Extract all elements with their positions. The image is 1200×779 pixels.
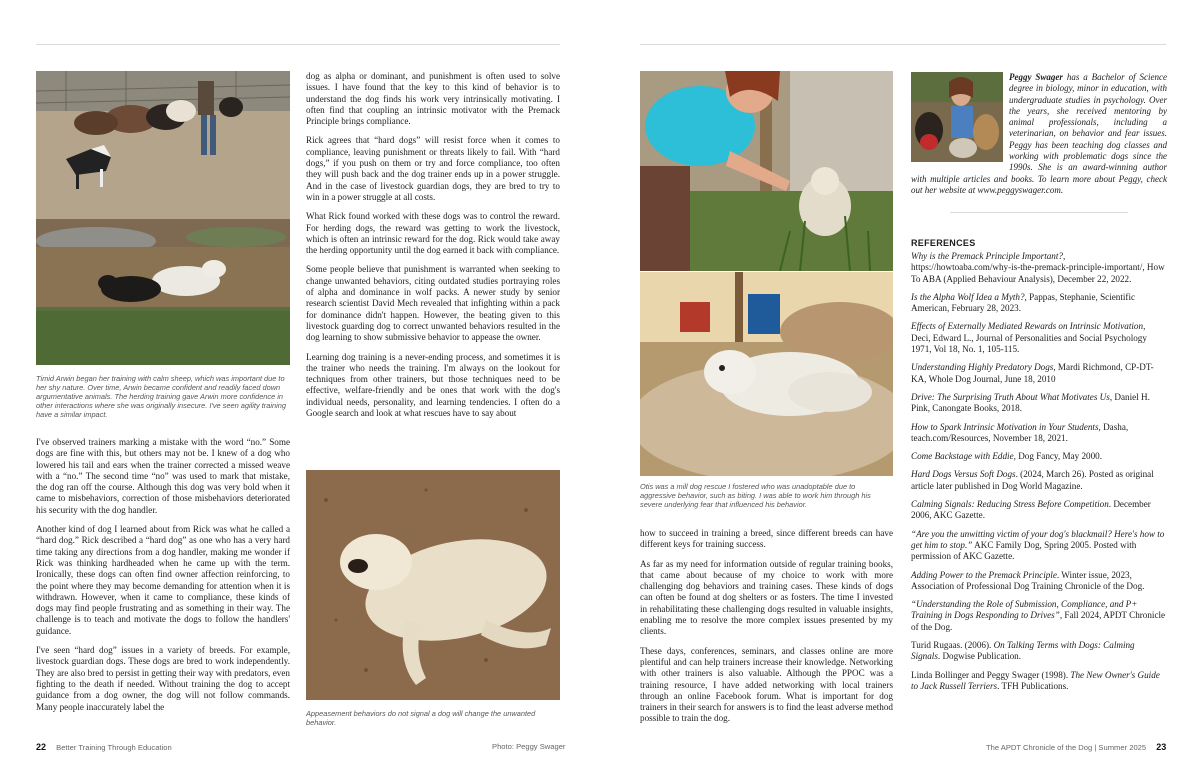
reference-item: Why is the Premack Principle Important?, https://howtoaba.com/why-is-the-premack-principle-important/, How To ABA (Applied Behaviour Analysis), December 22, 2022. xyxy=(911,251,1165,284)
reference-item: Turid Rugaas. (2006). On Talking Terms with Dogs: Calming Signals. Dogwise Publication. xyxy=(911,640,1135,662)
reference-item: Hard Dogs Versus Soft Dogs. (2024, March 26). Posted as original article later published in Dog World Magazine. xyxy=(911,469,1154,491)
page-number-right: 23 xyxy=(1156,742,1167,752)
paragraph: Learning dog training is a never-ending process, and sometimes it is the trainer who needs the training. I'm always on the lookout for techniques from other trainers, but those techniques need to be effective, welfare-friendly and be ones that work with the dog's individual needs, personality, and learning tendencies. I often do a Google search and look at what rescues have to say about xyxy=(306,351,560,419)
folio-right xyxy=(986,742,1166,752)
paragraph: I've seen “hard dog” issues in a variety of breeds. For example, livestock guardian dogs. These dogs are bred to work independently. They are also bred to persist in getting their way with predators, even fighting to the death if needed. Without training the dog to accept guidance from a dog owner, the dog will not follow commands. Many people inaccurately label the xyxy=(36,645,290,712)
folio-title-left: Better Training Through Education xyxy=(56,743,172,752)
author-name: Peggy Swager xyxy=(1009,72,1063,82)
reference-item: Come Backstage with Eddie, Dog Fancy, May 2000. xyxy=(911,451,1103,462)
paragraph: Another kind of dog I learned about from Rick was what he called a “hard dog.” Rick described a “hard dog” as one who has a very hard time taking any directions from a dog handler, making me wonder if Rick was thinking hardheaded when he came up with the term. Ironically, these dogs can often find owner affection reinforcing, to the point where they may become demanding for attention when it is withdrawn. However, when it came to compliance, these kinds of dogs may find people frustrating and as something in their way. The challenge is to teach and motivate the dogs to follow the handlers' guidance. xyxy=(36,524,290,636)
photo-credit: Photo: Peggy Swager xyxy=(492,742,566,751)
paragraph: What Rick found worked with these dogs was to control the reward. For herding dogs, the reward was getting to work the livestock, which is often an intrinsic reward for the dog. Rick would take away the herding opportunity until the dog earned it back with compliance. xyxy=(306,211,560,256)
caption-appeasement: Appeasement behaviors do not signal a dog will change the unwanted behavior. xyxy=(306,709,536,727)
paragraph: As far as my need for information outside of regular training books, that came about because of my choice to work with more challenging dog behaviors and training cases. These kinds of dogs can often be found at dog shelters or as fosters. The time I invested in rehabilitating these challenging dogs resulted in valuable insights, enabling me to resolve the more complex issues presented by my clients. xyxy=(640,558,893,637)
caption-otis: Otis was a mill dog rescue I fostered who was unadoptable due to aggressive behavior, such as biting. I was able to work him through his severe underlying fear that influenced his behavior. xyxy=(640,482,871,509)
top-rule-right xyxy=(640,44,1166,45)
photo-otis-on-couch xyxy=(640,272,893,476)
photo-dogs-running xyxy=(36,219,290,365)
reference-item: Understanding Highly Predatory Dogs, Mardi Richmond, CP-DT-KA, Whole Dog Journal, June 18, 2010 xyxy=(911,362,1154,384)
bio-separator xyxy=(950,212,1128,213)
reference-item: Linda Bollinger and Peggy Swager (1998). The New Owner's Guide to Jack Russell Terriers. TFH Publications. xyxy=(911,669,1160,691)
paragraph: These days, conferences, seminars, and classes online are more plentiful and can help trainers increase their knowledge. Networking with other trainers is also valuable. Although the PPOC was a training resource, I have added networking with local trainers through an online Facebook forum. What is important for dog trainers in their search for answers is to find the least adverse method possible to train the dog. xyxy=(640,645,893,724)
paragraph: dog as alpha or dominant, and punishment is often used to solve issues. I have found that the key to this kind of behavior is to understand the dog finds his work very intrinsically motivating. I often find that coupling an intrinsic motivator with the Premack Principle brings compliance. xyxy=(306,71,560,127)
paragraph: how to succeed in training a breed, since different breeds can have different keys for training success. xyxy=(640,528,893,550)
paragraph: Some people believe that punishment is warranted when seeking to change unwanted behaviors, citing outdated studies portraying roles of alpha and dominance in wolf packs. A newer study by senior research scientist David Mech revealed that infighting within a pack for dominance didn't happen. However, the beating given to this livestock guarding dog to correct unwanted behaviors resulted in the dog learning to show submissive behavior to appease the owner. xyxy=(306,264,560,343)
paragraph: Rick agrees that “hard dogs” will resist force when it comes to compliance, leaving punishment or threats likely to fail. With “hard dogs,” if you push on them or try and force compliance, too often they will push back and the dog trainer ends up in a power struggle. And in the case of livestock guardian dogs, they are bred to try to win in a power struggle at all costs. xyxy=(306,135,560,202)
page-number-left: 22 xyxy=(36,742,47,752)
top-rule-left xyxy=(36,44,560,45)
photo-woman-with-dog xyxy=(640,71,893,271)
folio-title-right: The APDT Chronicle of the Dog | Summer 2025 xyxy=(986,743,1147,752)
author-bio-text: has a Bachelor of Science degree in biology, minor in education, with undergraduate studies in psychology. Over the years, she received mentoring by animal professionals, including a veterinarian, on behavior and fear issues. Peggy has been teaching dog classes and working with problematic dogs since the 1990s. She is an award-winning author with multiple articles and books. To learn more about Peggy, check out her website at www.peggyswager.com. xyxy=(911,72,1167,195)
reference-item: How to Spark Intrinsic Motivation in Your Students, Dasha, teach.com/Resources, November 18, 2021. xyxy=(911,421,1129,443)
left-column-2 xyxy=(306,71,560,427)
references-heading: REFERENCES xyxy=(911,238,976,248)
reference-item: Drive: The Surprising Truth About What Motivates Us, Daniel H. Pink, Canongate Books, 2018. xyxy=(911,391,1150,414)
folio-left xyxy=(36,742,172,752)
references-list xyxy=(911,251,1166,699)
author-bio xyxy=(911,72,1167,196)
reference-item: Is the Alpha Wolf Idea a Myth?, Pappas, Stephanie, Scientific American, February 28, 2023. xyxy=(911,291,1136,314)
photo-herding-sheep xyxy=(36,71,290,219)
photo-appeasement-dog xyxy=(306,470,560,700)
reference-item: “Understanding the Role of Submission, Compliance, and P+ Training in Dogs Responding to Drives”, Fall 2024, APDT Chronicle of the Dog. xyxy=(911,599,1166,632)
reference-item: Effects of Externally Mediated Rewards on Intrinsic Motivation, Deci, Edward L., Journal of Personalities and Social Psychology 1971, Vol 18, No. 1, 105-115. xyxy=(911,321,1147,355)
right-column-1 xyxy=(640,528,893,733)
reference-item: “Are you the unwitting victim of your dog's blackmail? Here's how to get him to stop.” AKC Family Dog, Spring 2005. Posted with permission of AKC Gazette. xyxy=(911,528,1165,562)
reference-item: Calming Signals: Reducing Stress Before Competition. December 2006, AKC Gazette. xyxy=(911,499,1151,521)
reference-item: Adding Power to the Premack Principle. Winter issue, 2023, Association of Professional Dog Training Chronicle of the Dog. xyxy=(911,569,1145,591)
left-column-1 xyxy=(36,437,290,721)
paragraph: I've observed trainers marking a mistake with the word “no.” Some dogs are fine with this, but others may not be. I knew of a dog who lowered his tail and ears when the trainer corrected a missed weave with a “no.” The second time “no” was used to mark that mistake, the dog ran off the course. Although this dog was very bold when it came to misbehaviors, correction of those misbehaviors deteriorated his security with the dog handler. xyxy=(36,437,290,515)
caption-arwin: Timid Arwin began her training with calm sheep, which was important due to her shy nature. Over time, Arwin became confident and readily faced down argumentative animals. The herding training gave Arwin more confidence in other interactions where she was originally insecure. I've seen agility training have a similar impact. xyxy=(36,374,286,419)
author-photo xyxy=(911,72,1003,162)
